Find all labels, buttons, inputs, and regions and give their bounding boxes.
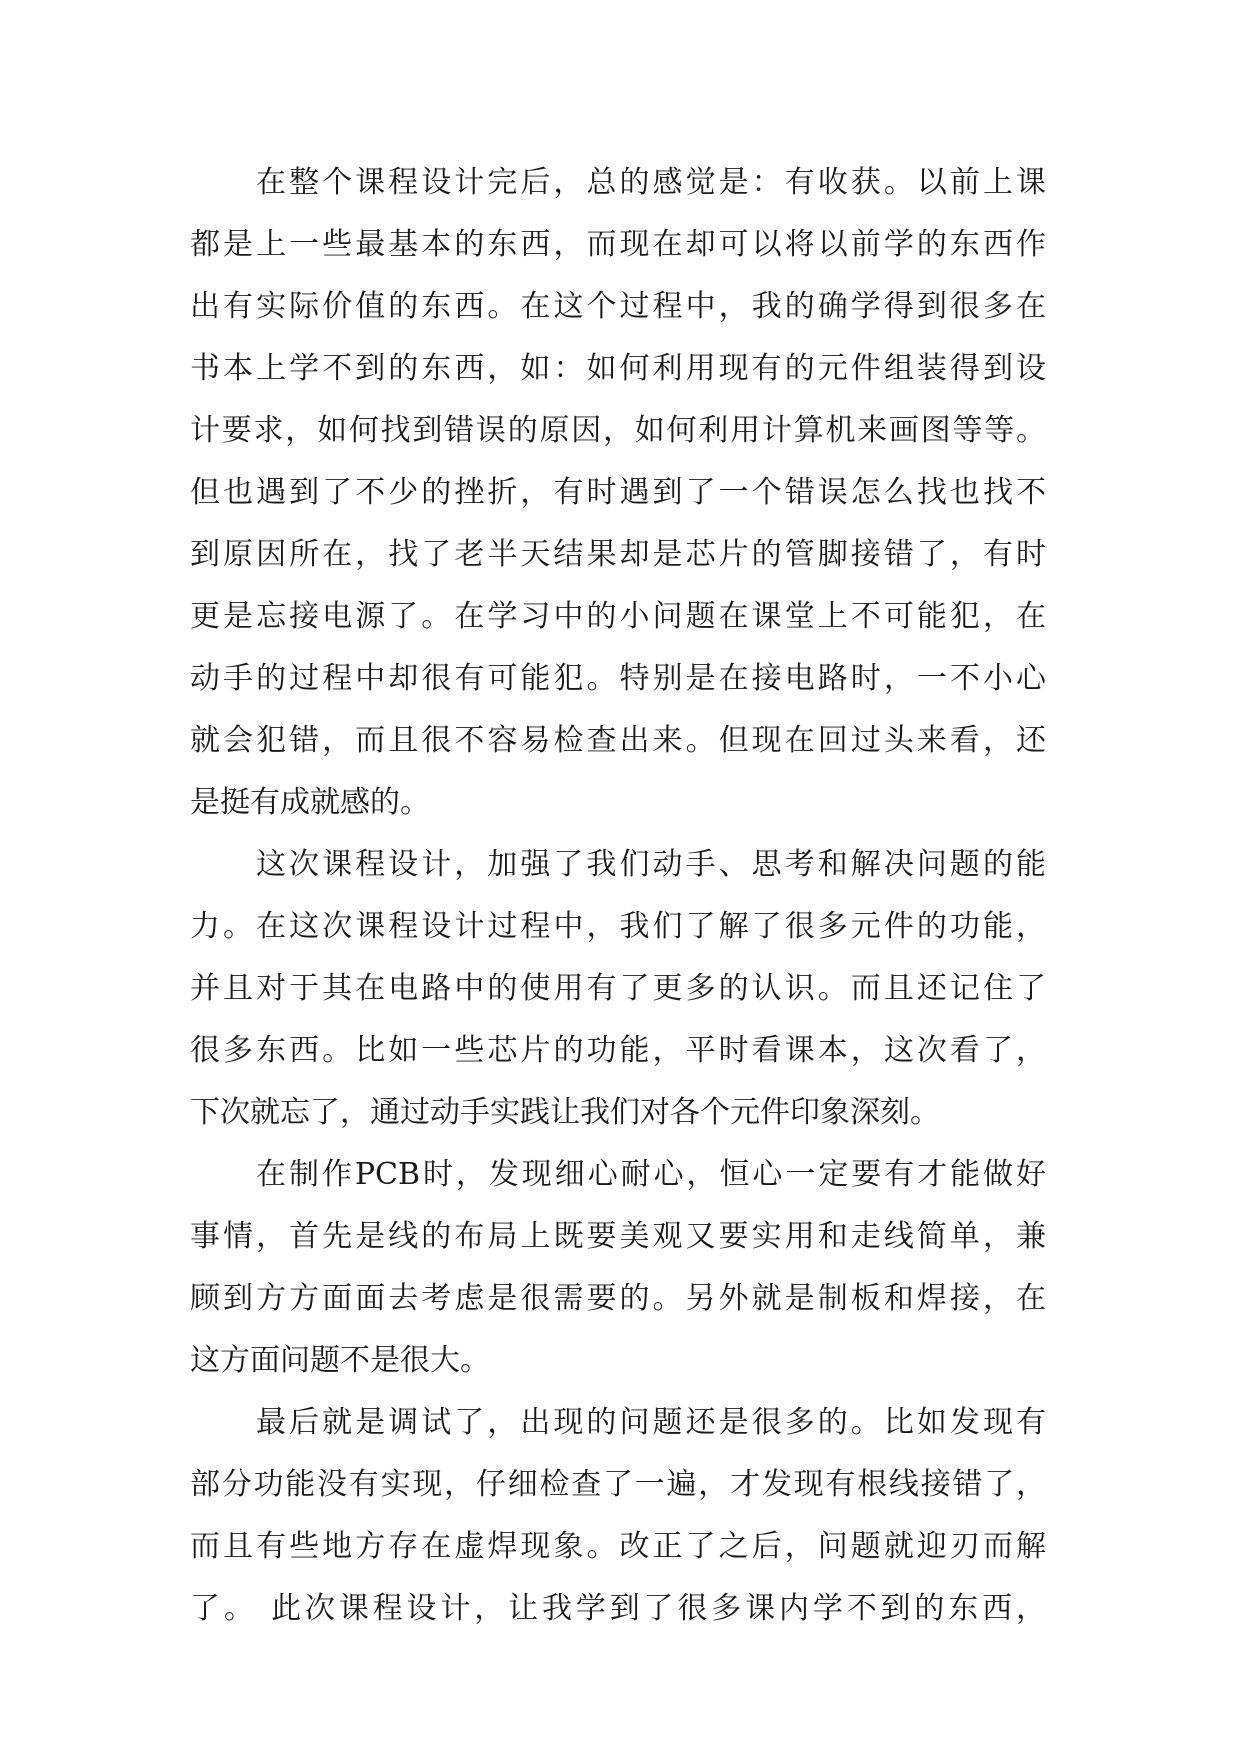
text-line: 都是上一些最基本的东西，而现在却可以将以前学的东西作 xyxy=(190,227,1046,262)
text-line: 力。在这次课程设计过程中，我们了解了很多元件的功能， xyxy=(190,909,1046,944)
text-line: 出有实际价值的东西。在这个过程中，我的确学得到很多在 xyxy=(190,289,1046,324)
text-line: 在整个课程设计完后，总的感觉是：有收获。以前上课 xyxy=(256,165,1046,200)
text-line: 事情，首先是线的布局上既要美观又要实用和走线简单，兼 xyxy=(190,1219,1046,1254)
text-line: 书本上学不到的东西，如：如何利用现有的元件组装得到设 xyxy=(190,351,1046,386)
text-line: 在制作PCB时，发现细心耐心，恒心一定要有才能做好 xyxy=(256,1157,1046,1192)
text-line: 很多东西。比如一些芯片的功能，平时看课本，这次看了， xyxy=(190,1033,1046,1068)
text-line: 这次课程设计，加强了我们动手、思考和解决问题的能 xyxy=(256,847,1046,882)
text-line: 顾到方方面面去考虑是很需要的。另外就是制板和焊接，在 xyxy=(190,1281,1046,1316)
text-line: 并且对于其在电路中的使用有了更多的认识。而且还记住了 xyxy=(190,971,1046,1006)
text-line: 动手的过程中却很有可能犯。特别是在接电路时，一不小心 xyxy=(190,661,1046,696)
text-line: 了。 此次课程设计，让我学到了很多课内学不到的东西， xyxy=(190,1591,1046,1626)
text-line: 计要求，如何找到错误的原因，如何利用计算机来画图等等。 xyxy=(190,413,1046,448)
text-line: 下次就忘了，通过动手实践让我们对各个元件印象深刻。 xyxy=(190,1095,940,1130)
text-line: 这方面问题不是很大。 xyxy=(190,1343,490,1378)
text-line: 最后就是调试了，出现的问题还是很多的。比如发现有 xyxy=(256,1405,1046,1440)
text-line: 到原因所在，找了老半天结果却是芯片的管脚接错了，有时 xyxy=(190,537,1046,572)
text-line: 更是忘接电源了。在学习中的小问题在课堂上不可能犯，在 xyxy=(190,599,1046,634)
text-line: 部分功能没有实现，仔细检查了一遍，才发现有根线接错了， xyxy=(190,1467,1046,1502)
text-line: 而且有些地方存在虚焊现象。改正了之后，问题就迎刃而解 xyxy=(190,1529,1046,1564)
text-line: 但也遇到了不少的挫折，有时遇到了一个错误怎么找也找不 xyxy=(190,475,1046,510)
text-line: 就会犯错，而且很不容易检查出来。但现在回过头来看，还 xyxy=(190,723,1046,758)
text-line: 是挺有成就感的。 xyxy=(190,785,430,820)
